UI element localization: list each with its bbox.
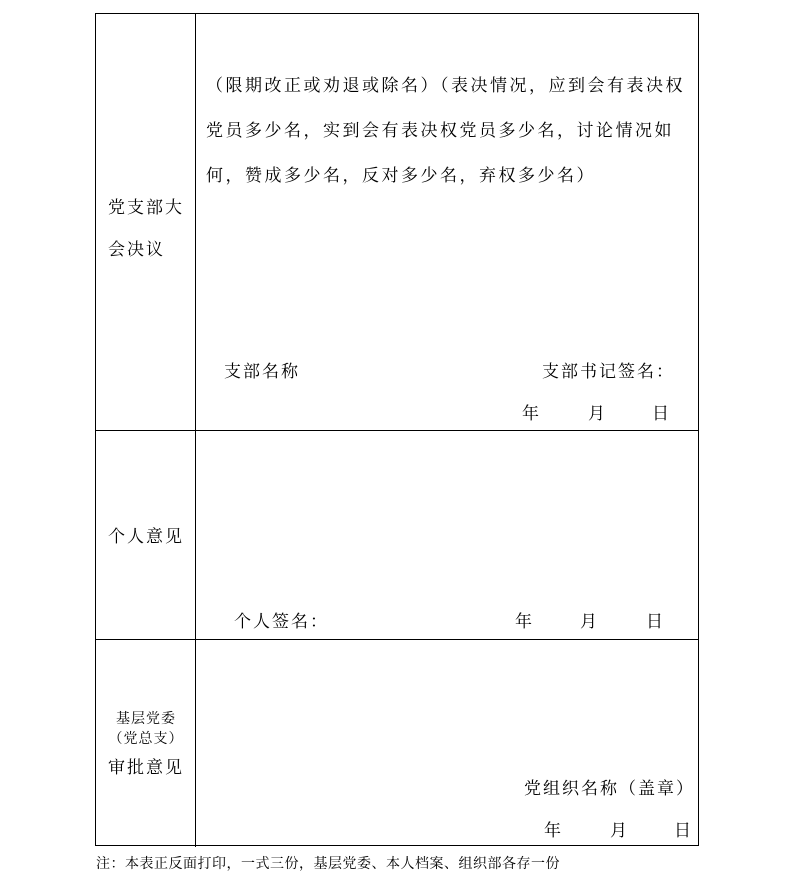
meeting-resolution-content[interactable]: [196, 14, 698, 430]
approval-label-line1: 基层党委: [116, 711, 176, 727]
meeting-resolution-label: [108, 187, 188, 271]
branch-name-label: 支部名称: [224, 362, 300, 382]
approval-opinion-label-cell: [96, 640, 196, 847]
approval-label-line2: （党总支）: [108, 731, 184, 747]
org-name-seal-label: 党组织名称（盖章）: [524, 779, 695, 799]
meeting-date-year: 年: [522, 404, 539, 424]
meeting-label-line1: 党支部大: [108, 198, 184, 218]
personal-date-day: 日: [646, 612, 663, 632]
personal-date-month: 月: [580, 612, 597, 632]
meeting-instruction-text: （限期改正或劝退或除名）（表决情况，应到会有表决权党员多少名，实到会有表决权党员多少名，讨论情况如何，赞成多少名，反对多少名，弃权多少名）: [206, 76, 685, 186]
approval-label-line3: 审批意见: [108, 758, 184, 778]
approval-date-day: 日: [674, 821, 691, 841]
approval-date-year: 年: [544, 821, 561, 841]
meeting-resolution-row: [96, 14, 698, 431]
personal-signature-label: 个人签名：: [234, 612, 329, 632]
meeting-date-day: 日: [652, 404, 669, 424]
personal-opinion-row: [96, 431, 698, 640]
meeting-label-line2: 会决议: [108, 240, 165, 260]
meeting-date-month: 月: [588, 404, 605, 424]
approval-opinion-content[interactable]: [196, 640, 698, 847]
approval-opinion-row: [96, 640, 698, 847]
meeting-resolution-label-cell: [96, 14, 196, 430]
approval-date-month: 月: [610, 821, 627, 841]
secretary-signature-label: 支部书记签名：: [542, 362, 675, 382]
disposition-form-table: [95, 13, 699, 846]
personal-opinion-label-cell: [96, 431, 196, 639]
personal-opinion-label: 个人意见: [108, 527, 184, 547]
form-footnote: 注：本表正反面打印，一式三份，基层党委、本人档案、组织部各存一份: [96, 856, 560, 872]
personal-date-year: 年: [515, 612, 532, 632]
personal-opinion-content[interactable]: [196, 431, 698, 639]
